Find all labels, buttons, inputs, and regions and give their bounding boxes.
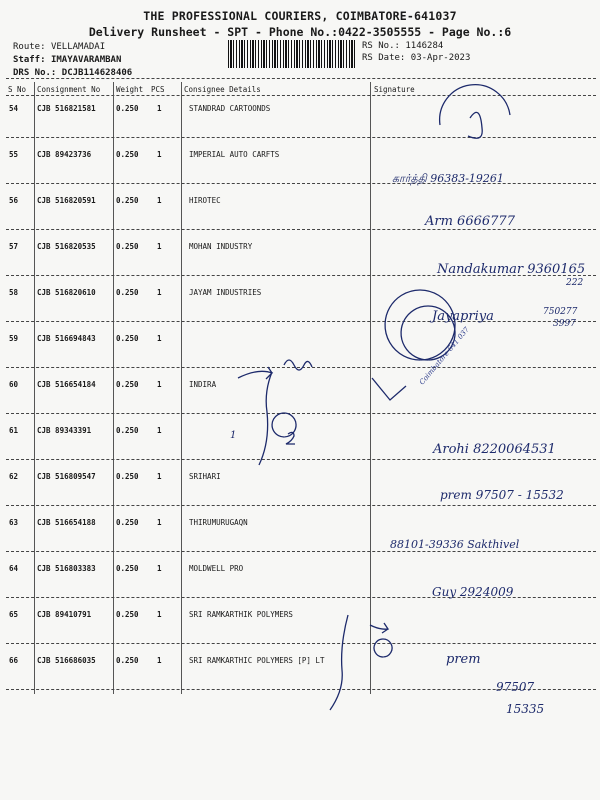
row-sno: 56 bbox=[9, 196, 19, 205]
row-consignment-no: CJB 516803383 bbox=[37, 564, 96, 573]
row-consignee: JAYAM INDUSTRIES bbox=[189, 288, 262, 297]
company-stamp-ring bbox=[385, 290, 455, 360]
signature-63: 88101-39336 Sakthivel bbox=[390, 538, 520, 551]
row-weight: 0.250 bbox=[116, 288, 139, 297]
row-consignment-no: CJB 516820535 bbox=[37, 242, 96, 251]
drs-label: DRS No.: bbox=[13, 68, 57, 78]
signature-66-phone-a: 97507 bbox=[496, 680, 535, 694]
row-consignee: SRI RAMKARTHIC POLYMERS [P] LT bbox=[189, 656, 325, 665]
row-consignment-no: CJB 516654184 bbox=[37, 380, 96, 389]
row-sno: 65 bbox=[9, 610, 19, 619]
row-pcs: 1 bbox=[157, 472, 162, 481]
row-consignment-no: CJB 516694843 bbox=[37, 334, 96, 343]
row-weight: 0.250 bbox=[116, 426, 139, 435]
row-pcs: 1 bbox=[157, 518, 162, 527]
row-pcs: 1 bbox=[157, 656, 162, 665]
row-consignment-no: CJB 89410791 bbox=[37, 610, 92, 619]
row-consignment-no: CJB 89423736 bbox=[37, 150, 92, 159]
row-consignment-no: CJB 516820591 bbox=[37, 196, 96, 205]
row-consignee: MOHAN INDUSTRY bbox=[189, 242, 253, 251]
row-weight: 0.250 bbox=[116, 472, 139, 481]
row-sno: 54 bbox=[9, 104, 19, 113]
col-header-consignee: Consignee Details bbox=[184, 85, 261, 94]
signature-58: Jayapriya bbox=[432, 309, 494, 324]
signature-61: Arohi 8220064531 bbox=[433, 442, 556, 457]
signature-64: Guy 2924009 bbox=[432, 585, 514, 599]
row-pcs: 1 bbox=[157, 380, 162, 389]
col-header-signature: Signature bbox=[374, 85, 415, 94]
row-pcs: 1 bbox=[157, 610, 162, 619]
row-consignee: SRIHARI bbox=[189, 472, 221, 481]
staff-value: IMAYAVARAMBAN bbox=[50, 55, 122, 65]
signature-66-phone-b: 15335 bbox=[506, 702, 545, 716]
row-sno: 64 bbox=[9, 564, 19, 573]
stamp-arc-top bbox=[440, 85, 510, 125]
rs-date-label: RS Date: bbox=[362, 53, 406, 63]
col-header-sno: S No bbox=[8, 85, 27, 94]
rs-date-value: 03-Apr-2023 bbox=[410, 53, 471, 63]
row-weight: 0.250 bbox=[116, 242, 139, 251]
row-sno: 58 bbox=[9, 288, 19, 297]
signature-57: Nandakumar 9360165 bbox=[437, 262, 586, 277]
row-61-circle bbox=[272, 413, 296, 437]
sig-65-arrow bbox=[370, 623, 388, 633]
row-consignee: INDIRA bbox=[189, 380, 217, 389]
signature-62: prem 97507 - 15532 bbox=[440, 488, 564, 502]
row-weight: 0.250 bbox=[116, 656, 139, 665]
sig-54-scrawl bbox=[468, 112, 482, 138]
row-weight: 0.250 bbox=[116, 610, 139, 619]
company-stamp-text: Coimbatore 641 037 bbox=[417, 325, 471, 387]
row-sno: 66 bbox=[9, 656, 19, 665]
row-sno: 55 bbox=[9, 150, 19, 159]
col-header-pcs: PCS bbox=[151, 85, 165, 94]
row-consignment-no: CJB 516820610 bbox=[37, 288, 96, 297]
row-pcs: 1 bbox=[157, 242, 162, 251]
row-pcs: 1 bbox=[157, 564, 162, 573]
row-sno: 61 bbox=[9, 426, 19, 435]
row-sno: 57 bbox=[9, 242, 19, 251]
sig-60-squiggle bbox=[284, 360, 312, 370]
row-weight: 0.250 bbox=[116, 564, 139, 573]
rs-no-value: 1146284 bbox=[405, 41, 444, 51]
row-consignee: STANDRAD CARTOONDS bbox=[189, 104, 271, 113]
row-pcs: 1 bbox=[157, 334, 162, 343]
row-sno: 62 bbox=[9, 472, 19, 481]
row-sno: 63 bbox=[9, 518, 19, 527]
row-consignee: SRI RAMKARTHIK POLYMERS bbox=[189, 610, 293, 619]
row-pcs: 1 bbox=[157, 150, 162, 159]
row-weight: 0.250 bbox=[116, 334, 139, 343]
row-sno: 59 bbox=[9, 334, 19, 343]
row-sno: 60 bbox=[9, 380, 19, 389]
row-consignment-no: CJB 516686035 bbox=[37, 656, 96, 665]
signature-56: Arm 6666777 bbox=[425, 214, 515, 229]
row-consignment-no: CJB 516821581 bbox=[37, 104, 96, 113]
company-title: THE PROFESSIONAL COURIERS, COIMBATORE-641037 bbox=[143, 9, 457, 23]
sig-59-arrow bbox=[372, 378, 406, 400]
row-weight: 0.250 bbox=[116, 518, 139, 527]
signature-55: கார்த்தி 96383-19261 bbox=[392, 172, 504, 185]
row-consignment-no: CJB 516809547 bbox=[37, 472, 96, 481]
row-65-66-bracket bbox=[330, 615, 348, 710]
row-61-circle-digit bbox=[286, 432, 295, 444]
row-consignee: IMPERIAL AUTO CARFTS bbox=[189, 150, 280, 159]
row-61-mark: 1 bbox=[230, 430, 237, 441]
route-label: Route: bbox=[13, 42, 46, 52]
row-weight: 0.250 bbox=[116, 150, 139, 159]
row-60-61-bracket bbox=[259, 372, 272, 465]
company-stamp-inner bbox=[401, 306, 455, 360]
row-weight: 0.250 bbox=[116, 104, 139, 113]
col-header-consignment: Consignment No bbox=[37, 85, 101, 94]
signature-66-name: prem bbox=[446, 652, 481, 667]
signature-58-phone-a: 750277 bbox=[543, 307, 578, 317]
staff-label: Staff: bbox=[13, 55, 46, 65]
col-header-weight: Weight bbox=[116, 85, 144, 94]
row-consignee: THIRUMURUGAQN bbox=[189, 518, 248, 527]
row-weight: 0.250 bbox=[116, 380, 139, 389]
row-pcs: 1 bbox=[157, 426, 162, 435]
row-pcs: 1 bbox=[157, 196, 162, 205]
route-value: VELLAMADAI bbox=[50, 42, 106, 52]
rs-no-label: RS No.: bbox=[362, 41, 400, 51]
row-consignment-no: CJB 89343391 bbox=[37, 426, 92, 435]
signature-57-extra: 222 bbox=[566, 278, 584, 288]
row-66-circle bbox=[374, 639, 392, 657]
row-consignee: HIROTEC bbox=[189, 196, 221, 205]
row-pcs: 1 bbox=[157, 288, 162, 297]
row-pcs: 1 bbox=[157, 104, 162, 113]
runsheet-subtitle: Delivery Runsheet - SPT - Phone No.:0422-3505555 - Page No.:6 bbox=[88, 25, 512, 39]
row-weight: 0.250 bbox=[116, 196, 139, 205]
drs-value: DCJB114628406 bbox=[61, 68, 133, 78]
row-60-arrow bbox=[238, 367, 272, 379]
row-consignee: MOLDWELL PRO bbox=[189, 564, 244, 573]
row-consignment-no: CJB 516654188 bbox=[37, 518, 96, 527]
signature-58-phone-b: 3997 bbox=[553, 319, 576, 329]
